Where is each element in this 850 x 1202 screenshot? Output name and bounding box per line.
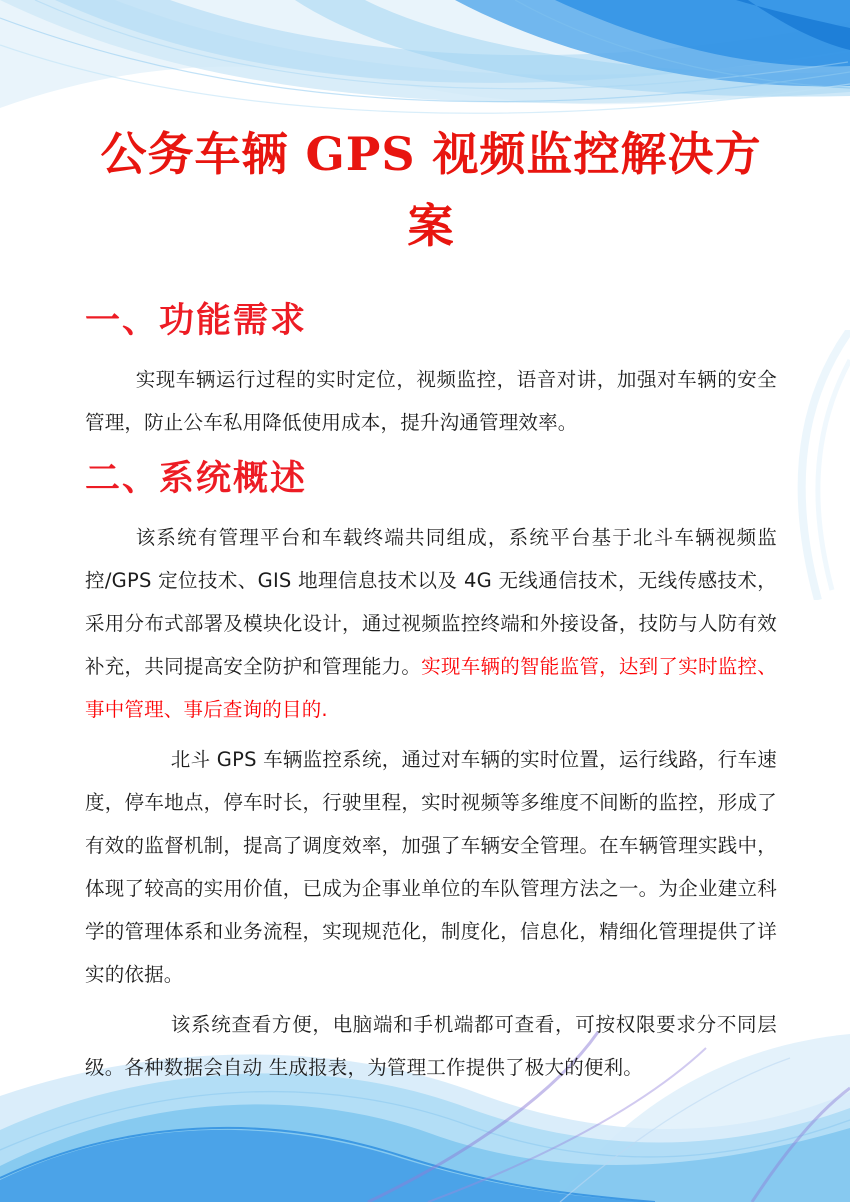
paragraph-system-composition [85, 516, 777, 731]
paragraph-access-and-reports: 该系统查看方便，电脑端和手机端都可查看，可按权限要求分不同层级。各种数据会自动 生成报表，为管理工作提供了极大的便利。 [85, 1013, 777, 1079]
section-heading-system-overview: 二、系统概述 [85, 459, 308, 499]
document-title [85, 118, 777, 262]
side-wave-decoration [770, 330, 850, 600]
paragraph-beidou-monitoring: 北斗 GPS 车辆监控系统，通过对车辆的实时位置，运行线路，行车速度，停车地点，停车时长，行驶里程，实时视频等多维度不间断的监控，形成了有效的监督机制，提高了调度效率，加强了车辆安全管理。在车辆管理实践中，体现了较高的实用价值，已成为企事业单位的车队管理方法之一。为企业建立科学的管理体系和业务流程，实现规范化，制度化，信息化，精细化管理提供了详实的依据。 [85, 748, 777, 986]
paragraph-system-composition-text: 该系统有管理平台和车载终端共同组成，系统平台基于北斗车辆视频监控/GPS 定位技术、GIS 地理信息技术以及 4G 无线通信技术，无线传感技术，采用分布式部署及模块化设计，通过视频监控终端和外接设备，技防与人防有效补充，共同提高安全防护和管理能力。 [85, 526, 777, 678]
document-content [85, 0, 777, 1089]
document-title-line2: 案 [407, 199, 455, 253]
document-title-line1: 公务车辆 GPS 视频监控解决方 [100, 127, 762, 181]
paragraph-system-composition-highlight: 实现车辆的智能监管，达到了实时监控、事中管理、事后查询的目的. [85, 655, 777, 721]
paragraph-function-requirements: 实现车辆运行过程的实时定位，视频监控，语音对讲，加强对车辆的安全管理，防止公车私用降低使用成本，提升沟通管理效率。 [85, 368, 777, 434]
section-heading-function-requirements: 一、功能需求 [85, 301, 308, 341]
